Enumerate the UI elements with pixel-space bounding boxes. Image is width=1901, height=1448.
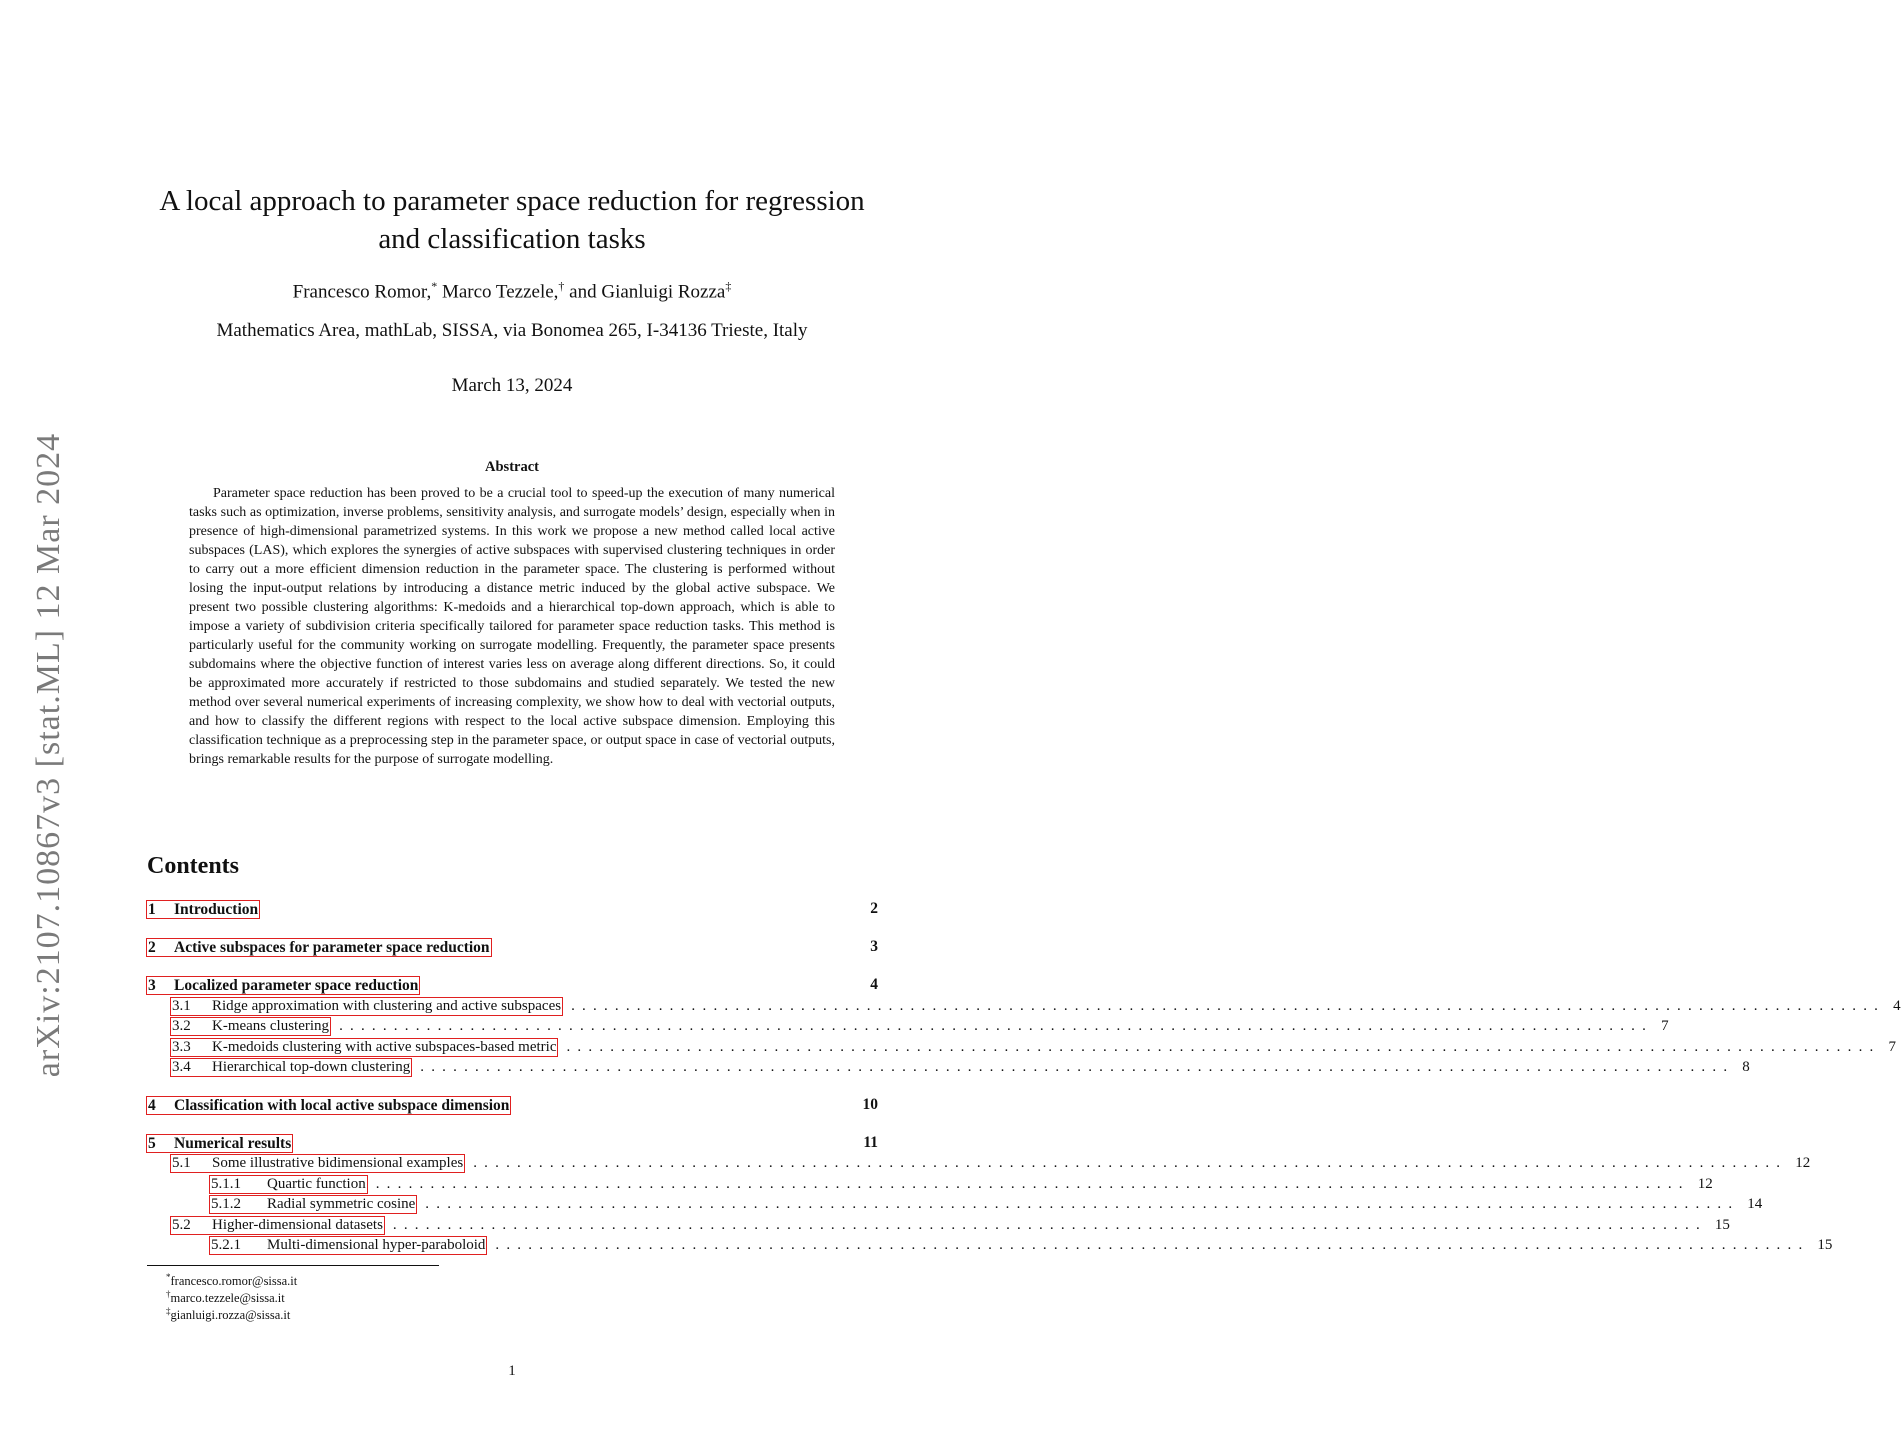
- arxiv-identifier-stamp: [14, 432, 84, 1078]
- title-line-2: and classification tasks: [378, 223, 646, 255]
- toc-link[interactable]: [170, 997, 563, 1016]
- toc-entry: [146, 1133, 878, 1153]
- toc-link[interactable]: [209, 1236, 487, 1255]
- toc-page-number: 4: [870, 976, 878, 993]
- toc-link[interactable]: [146, 1096, 511, 1115]
- toc-title: K-medoids clustering with active subspaces-based metric: [212, 1038, 557, 1055]
- footnote: ‡gianluigi.rozza@sissa.it: [166, 1306, 291, 1323]
- toc-leader-dots: ........................................................................................................................: [566, 1038, 1881, 1055]
- toc-link[interactable]: [209, 1195, 417, 1214]
- publication-date: March 13, 2024: [451, 375, 573, 396]
- toc-entry: [146, 1016, 1669, 1036]
- toc-link[interactable]: [146, 938, 492, 957]
- toc-page-number: 15: [1817, 1236, 1833, 1253]
- toc-number: 5.2.1: [211, 1236, 241, 1253]
- toc-link[interactable]: [146, 900, 260, 919]
- toc-number: 5.2: [172, 1216, 191, 1233]
- toc-number: 2: [148, 938, 156, 956]
- toc-entry: [146, 975, 878, 995]
- footnote-mark[interactable]: ‡: [725, 279, 732, 293]
- toc-page-number: 8: [1742, 1058, 1750, 1075]
- toc-entry: [146, 996, 1901, 1016]
- toc-number: 1: [148, 900, 156, 918]
- toc-page-number: 12: [1697, 1175, 1713, 1192]
- toc-leader-dots: ........................................................................................................................: [425, 1195, 1740, 1212]
- toc-page-number: 7: [1661, 1017, 1669, 1034]
- footnote: *francesco.romor@sissa.it: [166, 1272, 298, 1289]
- toc-entry: [146, 1174, 1713, 1194]
- toc-number: 5: [148, 1134, 156, 1152]
- toc-page-number: 11: [863, 1134, 878, 1151]
- toc-number: 5.1.2: [211, 1195, 241, 1212]
- toc-number: 3.4: [172, 1058, 191, 1075]
- title-line-1: A local approach to parameter space reduction for regression: [159, 185, 865, 217]
- toc-title: Localized parameter space reduction: [174, 976, 419, 994]
- toc-title: Radial symmetric cosine: [267, 1195, 416, 1212]
- toc-link[interactable]: [146, 1134, 293, 1153]
- toc-entry: [146, 1037, 1896, 1057]
- toc-entry: [146, 1215, 1730, 1235]
- toc-page-number: 15: [1714, 1216, 1730, 1233]
- toc-entry: [146, 899, 878, 919]
- toc-leader-dots: ........................................................................................................................: [495, 1236, 1810, 1253]
- toc-title: Ridge approximation with clustering and active subspaces: [212, 997, 562, 1014]
- paper-title: [120, 182, 904, 258]
- author-name: Gianluigi Rozza: [601, 281, 726, 303]
- toc-link[interactable]: [170, 1058, 412, 1077]
- toc-page-number: 7: [1888, 1038, 1896, 1055]
- toc-leader-dots: ........................................................................................................................: [473, 1154, 1788, 1171]
- author-name: Francesco Romor: [292, 281, 427, 303]
- toc-leader-dots: ........................................................................................................................: [571, 997, 1886, 1014]
- toc-link[interactable]: [209, 1175, 368, 1194]
- toc-title: Classification with local active subspace dimension: [174, 1096, 510, 1114]
- toc-page-number: 4: [1893, 997, 1901, 1014]
- abstract-body: Parameter space reduction has been proved to be a crucial tool to speed-up the execution of many numerical tasks such as optimization, inverse problems, sensitivity analysis, and surrogate models’ design, especially when in presence of high-dimensional parametrized systems. In this work we propose a new method called local active subspaces (LAS), which explores the synergies of active subspaces with supervised clustering techniques in order to carry out a more efficient dimension reduction in the parameter space. The clustering is performed without losing the input-output relations by introducing a distance metric induced by the global active subspace. We present two possible clustering algorithms: K-medoids and a hierarchical top-down approach, which is able to impose a variety of subdivision criteria specifically tailored for parameter space reduction tasks. This method is particularly useful for the community working on surrogate modelling. Frequently, the parameter space presents subdomains where the objective function of interest varies less on average along different directions. So, it could be approximated more accurately if restricted to those subdomains and studied separately. We tested the new method over several numerical experiments of increasing complexity, we show how to deal with vectorial outputs, and how to classify the different regions with respect to the local active subspace dimension. Employing this classification technique as a preprocessing step in the parameter space, or output space in case of vectorial outputs, brings remarkable results for the purpose of surrogate modelling.: [189, 486, 835, 767]
- toc-title: Hierarchical top-down clustering: [212, 1058, 411, 1075]
- toc-leader-dots: ........................................................................................................................: [420, 1058, 1735, 1075]
- affiliation: Mathematics Area, mathLab, SISSA, via Bonomea 265, I-34136 Trieste, Italy: [216, 320, 808, 341]
- toc-page-number: 2: [870, 900, 878, 917]
- toc-number: 3.3: [172, 1038, 191, 1055]
- toc-entry: [146, 1153, 1811, 1173]
- page-number: 1: [508, 1363, 516, 1379]
- toc-page-number: 12: [1795, 1154, 1811, 1171]
- toc-link[interactable]: [146, 976, 420, 995]
- toc-number: 5.1: [172, 1154, 191, 1171]
- toc-number: 5.1.1: [211, 1175, 241, 1192]
- abstract-heading: Abstract: [485, 459, 539, 475]
- toc-title: Some illustrative bidimensional examples: [212, 1154, 464, 1171]
- toc-entry: [146, 1095, 878, 1115]
- footnote-mark[interactable]: †: [558, 279, 565, 293]
- footnote-mark[interactable]: *: [431, 279, 438, 293]
- footnote-email[interactable]: francesco.romor@sissa.it: [170, 1274, 298, 1289]
- footnote-email[interactable]: gianluigi.rozza@sissa.it: [170, 1308, 291, 1323]
- footnote: †marco.tezzele@sissa.it: [166, 1289, 285, 1306]
- toc-page-number: 3: [870, 938, 878, 955]
- toc-number: 3: [148, 976, 156, 994]
- toc-number: 3.2: [172, 1017, 191, 1034]
- toc-page-number: 14: [1747, 1195, 1763, 1212]
- toc-title: Multi-dimensional hyper-paraboloid: [267, 1236, 486, 1253]
- toc-link[interactable]: [170, 1216, 385, 1235]
- toc-link[interactable]: [170, 1038, 558, 1057]
- contents-heading: Contents: [147, 853, 240, 879]
- toc-number: 4: [148, 1096, 156, 1114]
- toc-link[interactable]: [170, 1017, 331, 1036]
- toc-link[interactable]: [170, 1154, 465, 1173]
- toc-leader-dots: ........................................................................................................................: [339, 1017, 1654, 1034]
- toc-entry: [146, 937, 878, 957]
- author-list: Francesco Romor,* Marco Tezzele,† and Gianluigi Rozza‡: [292, 279, 732, 303]
- footnote-email[interactable]: marco.tezzele@sissa.it: [170, 1291, 285, 1306]
- toc-entry: [146, 1057, 1750, 1077]
- author-name: Marco Tezzele: [441, 281, 554, 303]
- toc-title: Numerical results: [174, 1134, 292, 1152]
- toc-title: Introduction: [174, 900, 259, 918]
- toc-title: K-means clustering: [212, 1017, 330, 1034]
- toc-title: Active subspaces for parameter space reduction: [174, 938, 490, 956]
- footnote-divider: [147, 1265, 439, 1266]
- toc-page-number: 10: [862, 1096, 878, 1113]
- arxiv-id-text: arXiv:2107.10867v3 [stat.ML] 12 Mar 2024: [30, 432, 67, 1078]
- toc-title: Higher-dimensional datasets: [212, 1216, 383, 1233]
- toc-entry: [146, 1235, 1833, 1255]
- toc-leader-dots: ........................................................................................................................: [392, 1216, 1707, 1233]
- toc-title: Quartic function: [267, 1175, 366, 1192]
- toc-leader-dots: ........................................................................................................................: [375, 1175, 1690, 1192]
- toc-number: 3.1: [172, 997, 191, 1014]
- toc-entry: [146, 1194, 1763, 1214]
